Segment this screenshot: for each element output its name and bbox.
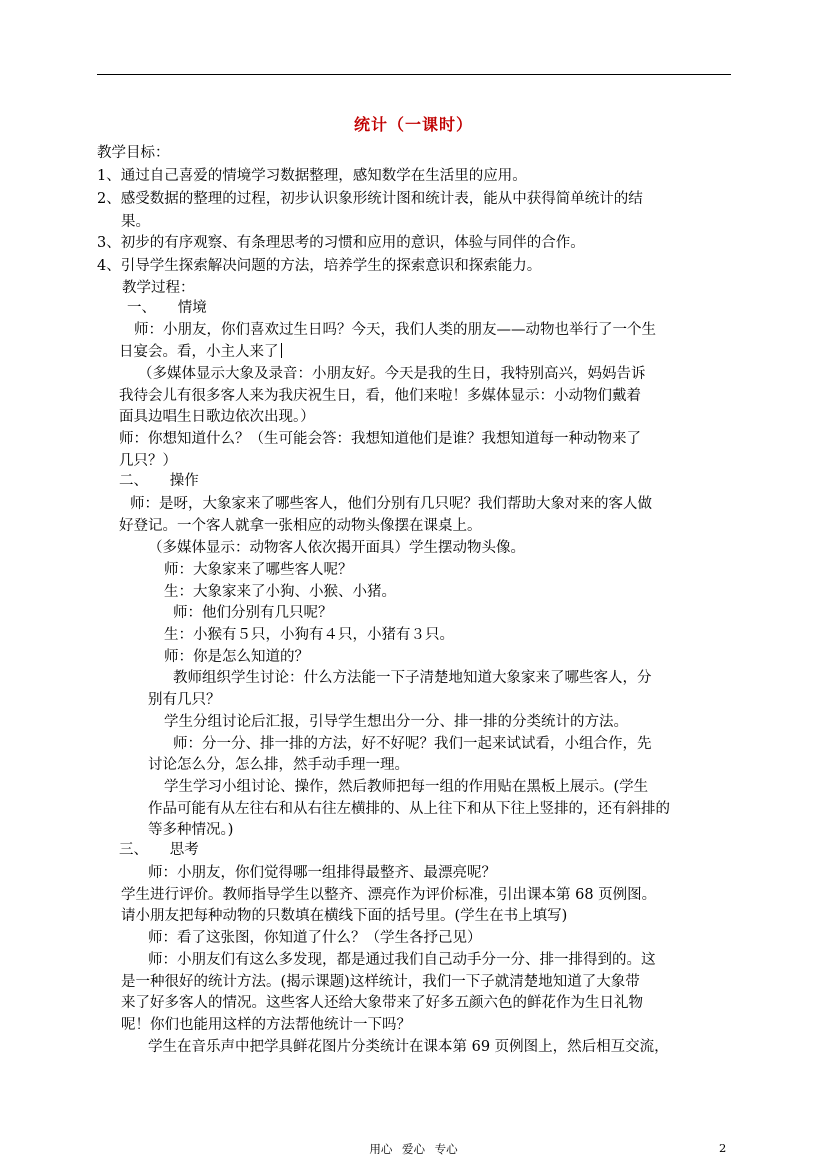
text-line: 师：他们分别有几只呢？ xyxy=(173,605,333,621)
text-line: 面具边唱生日歌边依次出现。） xyxy=(119,409,315,425)
section-heading: 三、 思考 xyxy=(119,842,199,858)
text-line: 日宴会。看，小主人来了 xyxy=(119,342,282,362)
text-line: 教学目标： xyxy=(97,145,170,161)
text-line: 讨论怎么分，怎么排，然手动手理一理。 xyxy=(148,757,409,773)
text-line: 1、通过自己喜爱的情境学习数据整理，感知数学在生活里的应用。 xyxy=(97,168,527,184)
text-line: 等多种情况。) xyxy=(148,822,234,838)
text-line: 师：分一分、排一排的方法，好不好呢？我们一起来试试看，小组合作，先 xyxy=(173,736,652,752)
section-heading: 一、 情境 xyxy=(127,300,207,316)
text-cursor xyxy=(281,343,282,358)
text-line: 生：大象家来了小狗、小猴、小猪。 xyxy=(164,584,396,600)
text-line: （多媒体显示：动物客人依次揭开面具）学生摆动物头像。 xyxy=(148,540,525,556)
header-rule xyxy=(97,74,731,75)
page-footer: 用心 爱心 专心 xyxy=(369,1142,458,1156)
text-line: 3、初步的有序观察、有条理思考的习惯和应用的意识，体验与同伴的合作。 xyxy=(97,235,585,251)
text-line: 教师组织学生讨论：什么方法能一下子清楚地知道大象家来了哪些客人，分 xyxy=(173,670,652,686)
page-title: 统计（一课时） xyxy=(353,115,473,134)
text-line: 学生学习小组讨论、操作，然后教师把每一组的作用贴在黑板上展示。(学生 xyxy=(164,779,649,795)
text-line: 4、引导学生探索解决问题的方法，培养学生的探索意识和探索能力。 xyxy=(97,258,542,274)
text-line: 是一种很好的统计方法。(揭示课题)这样统计，我们一下子就清楚地知道了大象带 xyxy=(121,974,640,990)
text-line: 师：小朋友，你们喜欢过生日吗？今天，我们人类的朋友——动物也举行了一个生 xyxy=(134,322,656,338)
text-line: 师：小朋友们有这么多发现，都是通过我们自己动手分一分、排一排得到的。这 xyxy=(148,952,656,968)
text-line: 好登记。一个客人就拿一张相应的动物头像摆在课桌上。 xyxy=(119,518,482,534)
text-line: 学生分组讨论后汇报，引导学生想出分一分、排一排的分类统计的方法。 xyxy=(164,714,628,730)
text-line: （多媒体显示大象及录音：小朋友好。今天是我的生日，我特别高兴，妈妈告诉 xyxy=(138,366,646,382)
text-line: 师：是呀，大象家来了哪些客人，他们分别有几只呢？我们帮助大象对来的客人做 xyxy=(130,496,652,512)
text-line: 别有几只？ xyxy=(148,692,221,708)
text-line: 师：小朋友，你们觉得哪一组排得最整齐、最漂亮呢？ xyxy=(148,865,496,881)
text-line: 作品可能有从左往右和从右往左横排的、从上往下和从下往上竖排的，还有斜排的 xyxy=(148,801,670,817)
text-line: 请小朋友把每种动物的只数填在横线下面的括号里。(学生在书上填写) xyxy=(121,908,568,924)
text-line: 师：你是怎么知道的？ xyxy=(164,649,309,665)
text-line: 来了好多客人的情况。这些客人还给大象带来了好多五颜六色的鲜花作为生日礼物 xyxy=(121,995,643,1011)
text-line: 学生在音乐声中把学具鲜花图片分类统计在课本第 69 页例图上，然后相互交流， xyxy=(148,1039,669,1055)
text-line: 2、感受数据的整理的过程，初步认识象形统计图和统计表，能从中获得简单统计的结 xyxy=(97,191,643,207)
text-line: 果。 xyxy=(121,214,150,230)
text-line: 教学过程： xyxy=(122,280,195,296)
text-line: 师：看了这张图，你知道了什么？（学生各抒己见） xyxy=(148,930,482,946)
page-number: 2 xyxy=(719,1141,727,1155)
text-line: 生：小猴有５只，小狗有４只，小猪有３只。 xyxy=(164,627,454,643)
section-heading: 二、 操作 xyxy=(119,473,199,489)
text-line: 呢！你们也能用这样的方法帮他统计一下吗？ xyxy=(121,1017,411,1033)
text-line: 学生进行评价。教师指导学生以整齐、漂亮作为评价标准，引出课本第 68 页例图。 xyxy=(121,887,657,903)
text-line: 我待会儿有很多客人来为我庆祝生日，看，他们来啦！多媒体显示：小动物们戴着 xyxy=(119,388,641,404)
text-line: 几只？） xyxy=(119,453,177,469)
text-line: 师：大象家来了哪些客人呢？ xyxy=(164,562,353,578)
text-line: 师：你想知道什么？（生可能会答：我想知道他们是谁？我想知道每一种动物来了 xyxy=(119,431,641,447)
